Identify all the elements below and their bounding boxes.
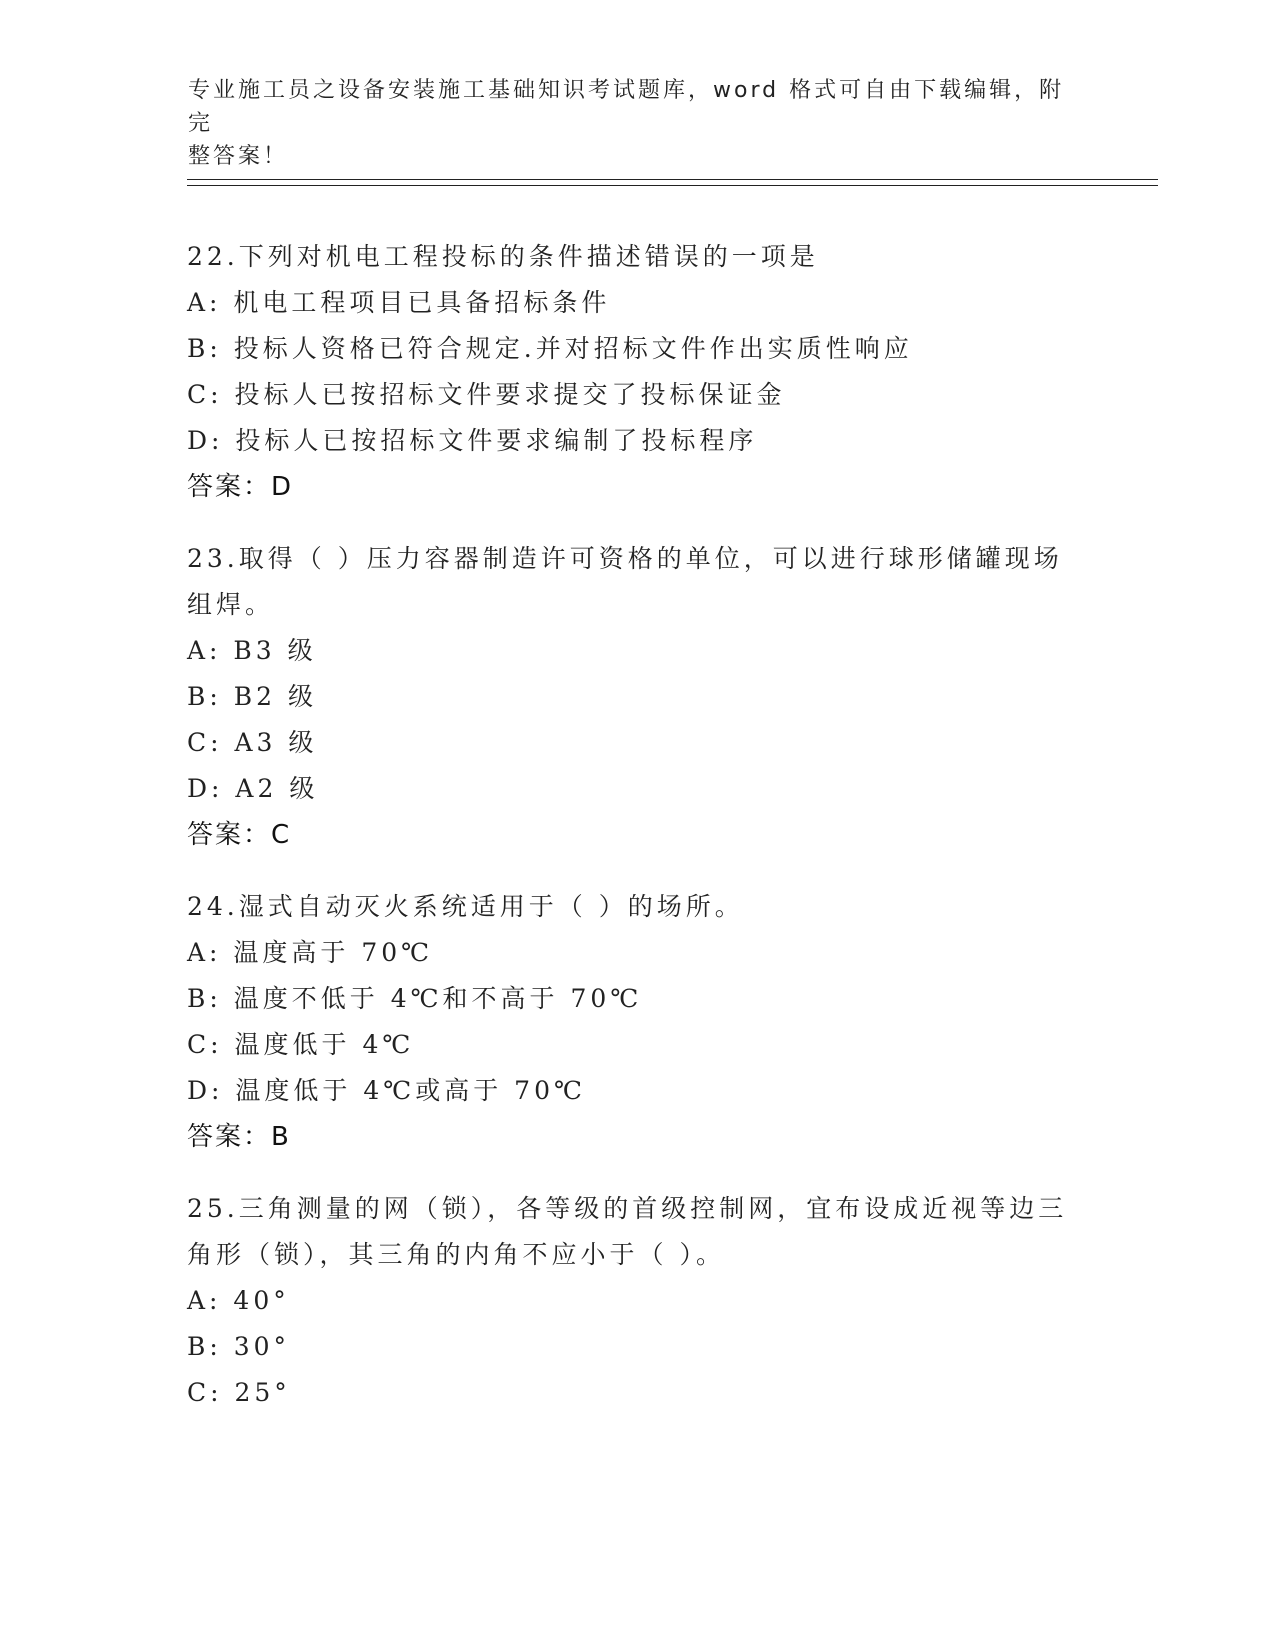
option-b: B: B2 级 <box>187 682 317 711</box>
option-c: C: 投标人已按招标文件要求提交了投标保证金 <box>187 380 786 409</box>
option-a: A: 机电工程项目已具备招标条件 <box>187 288 611 317</box>
document-header <box>188 74 1068 173</box>
answer-line: 答案：D <box>187 472 294 502</box>
question-stem-continued: 组焊。 <box>187 590 275 619</box>
question-23 <box>187 536 1087 858</box>
option-a: A: 40° <box>187 1286 290 1315</box>
question-stem: 23.取得（ ）压力容器制造许可资格的单位，可以进行球形储罐现场 <box>187 544 1063 573</box>
header-line-2: 整答案！ <box>188 144 289 169</box>
header-double-rule <box>187 179 1158 186</box>
question-stem-continued: 角形（锁），其三角的内角不应小于（ ）。 <box>187 1240 725 1269</box>
option-d: D: 温度低于 4℃或高于 70℃ <box>187 1076 586 1105</box>
question-stem: 24.湿式自动灭火系统适用于（ ）的场所。 <box>187 892 744 921</box>
answer-line: 答案：C <box>187 820 292 850</box>
question-24 <box>187 884 1087 1160</box>
option-c: C: A3 级 <box>187 728 318 757</box>
option-b: B: 温度不低于 4℃和不高于 70℃ <box>187 984 643 1013</box>
question-stem: 25.三角测量的网（锁），各等级的首级控制网，宜布设成近视等边三 <box>187 1194 1068 1223</box>
option-a: A: 温度高于 70℃ <box>187 938 434 967</box>
question-list <box>187 234 1087 1442</box>
option-b: B: 30° <box>187 1332 291 1361</box>
question-25 <box>187 1186 1087 1416</box>
option-d: D: 投标人已按招标文件要求编制了投标程序 <box>187 426 758 455</box>
question-22 <box>187 234 1087 510</box>
option-d: D: A2 级 <box>187 774 319 803</box>
option-c: C: 25° <box>187 1378 291 1407</box>
option-a: A: B3 级 <box>187 636 317 665</box>
question-stem: 22.下列对机电工程投标的条件描述错误的一项是 <box>187 242 819 271</box>
answer-line: 答案：B <box>187 1122 291 1152</box>
option-b: B: 投标人资格已符合规定.并对招标文件作出实质性响应 <box>187 334 913 363</box>
option-c: C: 温度低于 4℃ <box>187 1030 415 1059</box>
header-line-1: 专业施工员之设备安装施工基础知识考试题库，word 格式可自由下载编辑，附完 <box>188 78 1065 136</box>
